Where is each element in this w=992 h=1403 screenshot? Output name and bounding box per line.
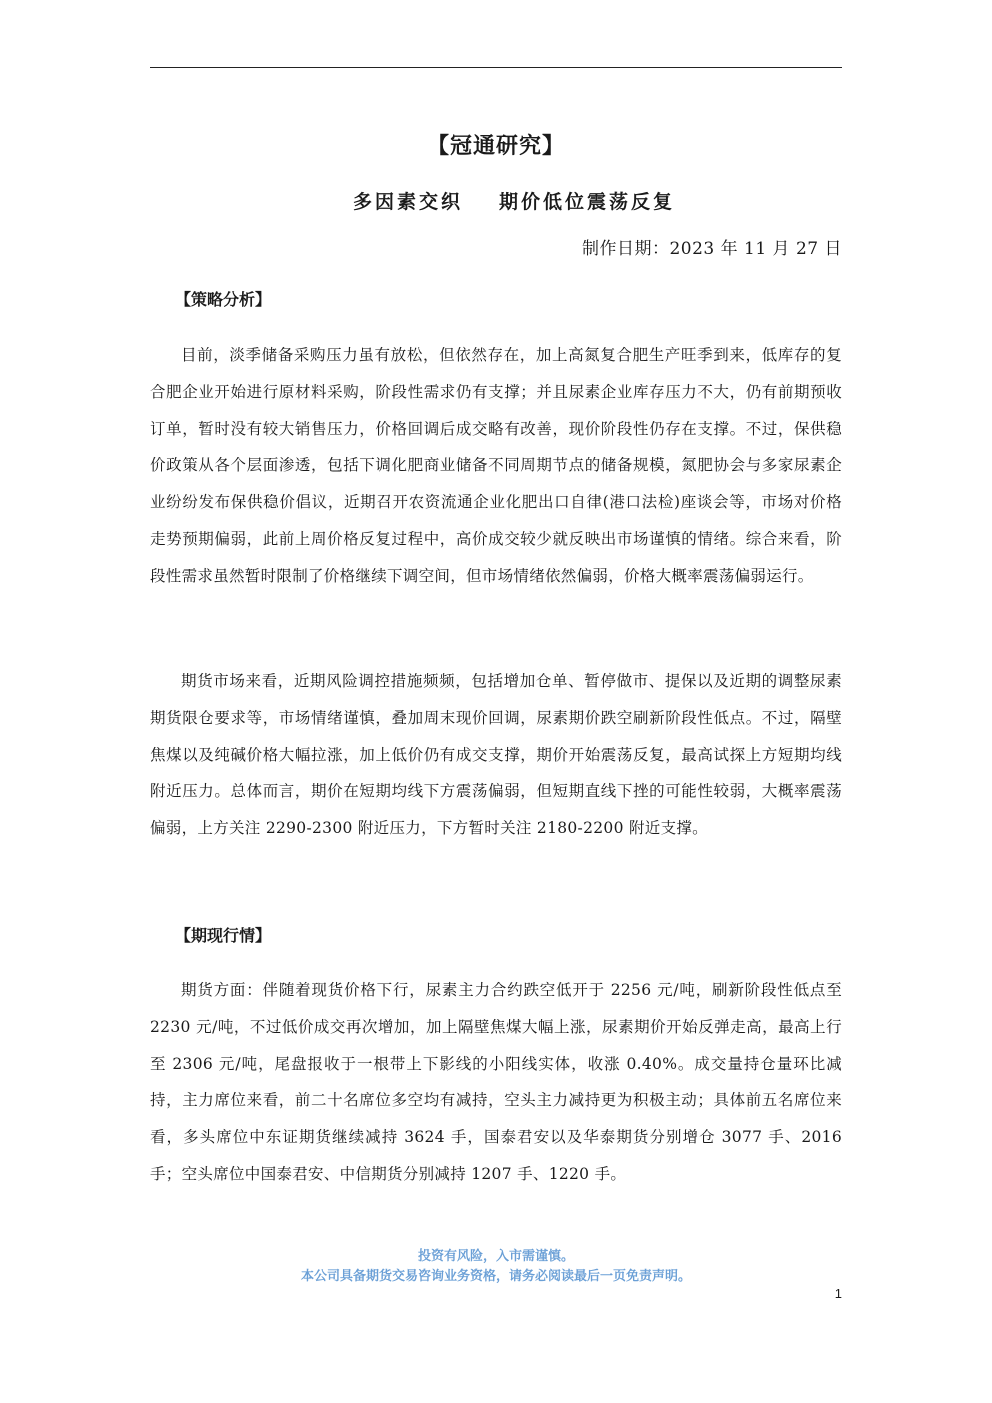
subtitle-right: 期价低位震荡反复 — [499, 191, 676, 213]
report-date: 制作日期：2023 年 11 月 27 日 — [581, 239, 842, 259]
header-rule — [150, 67, 842, 68]
section-heading-market: 【期现行情】 — [175, 926, 272, 945]
strategy-paragraph-2: 期货市场来看，近期风险调控措施频频，包括增加仓单、暂停做市、提保以及近期的调整尿素期货限仓要求等，市场情绪谨慎，叠加周末现价回调，尿素期价跌空刷新阶段性低点。不过，隔壁焦煤以及纯碱价格大幅拉涨，加上低价仍有成交支撑，期价开始震荡反复，最高试探上方短期均线附近压力。总体而言，期价在短期均线下方震荡偏弱，但短期直线下挫的可能性较弱，大概率震荡偏弱，上方关注 2290-2300 附近压力，下方暂时关注 2180-2200 附近支撑。 — [150, 672, 842, 838]
risk-warning: 投资有风险，入市需谨慎。 — [417, 1249, 574, 1264]
market-paragraph-1: 期货方面：伴随着现货价格下行，尿素主力合约跌空低开于 2256 元/吨，刷新阶段性低点至 2230 元/吨，不过低价成交再次增加，加上隔壁焦煤大幅上涨，尿素期价开始反弹走高，最高上行至 2306 元/吨，尾盘报收于一根带上下影线的小阳线实体，收涨 0.40%。成交量持仓量环比减持，主力席位来看，前二十名席位多空均有减持，空头主力减持更为积极主动；具体前五名席位来看，多头席位中东证期货继续减持 3624 手，国泰君安以及华泰期货分别增仓 3077 手、2016 手；空头席位中国泰君安、中信期货分别减持 1207 手、1220 手。 — [150, 981, 842, 1183]
report-series-title: 【冠通研究】 — [426, 134, 565, 159]
strategy-paragraph-1: 目前，淡季储备采购压力虽有放松，但依然存在，加上高氮复合肥生产旺季到来，低库存的复合肥企业开始进行原材料采购，阶段性需求仍有支撑；并且尿素企业库存压力不大，仍有前期预收订单，暂时没有较大销售压力，价格回调后成交略有改善，现价阶段性仍存在支撑。不过，保供稳价政策从各个层面渗透，包括下调化肥商业储备不同周期节点的储备规模，氮肥协会与多家尿素企业纷纷发布保供稳价倡议，近期召开农资流通企业化肥出口自律(港口法检)座谈会等，市场对价格走势预期偏弱，此前上周价格反复过程中，高价成交较少就反映出市场谨慎的情绪。综合来看，阶段性需求虽然暂时限制了价格继续下调空间，但市场情绪依然偏弱，价格大概率震荡偏弱运行。 — [150, 346, 842, 585]
page-number: 1 — [834, 1286, 842, 1301]
section-heading-strategy: 【策略分析】 — [175, 290, 272, 309]
report-subtitle — [0, 187, 992, 214]
subtitle-left: 多因素交织 — [352, 191, 463, 213]
disclaimer-notice: 本公司具备期货交易咨询业务资格，请务必阅读最后一页免责声明。 — [300, 1269, 691, 1284]
